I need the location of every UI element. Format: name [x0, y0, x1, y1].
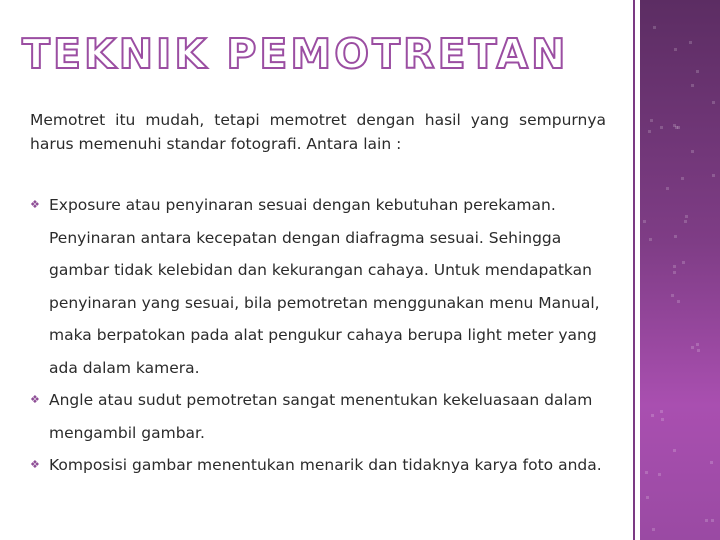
texture-dot [653, 26, 656, 29]
texture-dot [666, 187, 669, 190]
texture-dot [661, 418, 664, 421]
texture-dot [673, 449, 676, 452]
texture-dot [648, 130, 651, 133]
texture-dot [643, 220, 646, 223]
texture-dot [711, 519, 714, 522]
texture-dot [681, 177, 684, 180]
texture-dot [674, 48, 677, 51]
texture-dot [696, 343, 699, 346]
intro-paragraph: Memotret itu mudah, tetapi memotret dengan hasil yang sempurnya harus memenuhi standar fotografi. Antara lain : [30, 111, 606, 153]
texture-dot [671, 294, 674, 297]
bullet-item-angle [30, 384, 620, 449]
texture-dot [691, 346, 694, 349]
bullet-item-exposure [30, 189, 620, 384]
texture-dot [684, 220, 687, 223]
texture-dot [658, 473, 661, 476]
bullet-list [30, 189, 620, 482]
texture-dot [673, 265, 676, 268]
texture-dot [689, 41, 692, 44]
texture-dot [673, 271, 676, 274]
texture-dot [691, 84, 694, 87]
side-divider-line [633, 0, 635, 540]
texture-dot [651, 414, 654, 417]
diamond-bullet-icon: ❖ [30, 393, 40, 406]
bullet-text: Exposure atau penyinaran sesuai dengan kebutuhan perekaman. Penyinaran antara kecepatan dengan diafragma sesuai. Sehingga gambar tidak kelebidan dan kekurangan cahaya. Untuk mendapatkan penyinaran yang sesuai, bila pemotretan menggunakan menu Manual, maka berpatokan pada alat pengukur cahaya berupa light meter yang ada dalam kamera. [49, 196, 600, 377]
slide-title: TEKNIK PEMOTRETAN [22, 30, 569, 78]
texture-dot [705, 519, 708, 522]
texture-dot [712, 174, 715, 177]
texture-dot [652, 528, 655, 531]
texture-dot [677, 300, 680, 303]
texture-dot [646, 496, 649, 499]
texture-dot [712, 101, 715, 104]
diamond-bullet-icon: ❖ [30, 458, 40, 471]
bullet-item-komposisi [30, 449, 620, 482]
texture-dot [660, 126, 663, 129]
texture-dot [691, 150, 694, 153]
texture-dot [660, 410, 663, 413]
bullet-text: Komposisi gambar menentukan menarik dan tidaknya karya foto anda. [49, 456, 602, 474]
diamond-bullet-icon: ❖ [30, 198, 40, 211]
texture-dot [685, 215, 688, 218]
texture-dot [674, 235, 677, 238]
texture-dot [697, 349, 700, 352]
texture-dot [675, 126, 678, 129]
texture-dot [649, 238, 652, 241]
side-decor-bar [640, 0, 720, 540]
texture-dot [645, 471, 648, 474]
bullet-text: Angle atau sudut pemotretan sangat menentukan kekeluasaan dalam mengambil gambar. [49, 391, 593, 442]
texture-dot [696, 70, 699, 73]
texture-dot [682, 261, 685, 264]
texture-dot [710, 461, 713, 464]
texture-dot [650, 119, 653, 122]
